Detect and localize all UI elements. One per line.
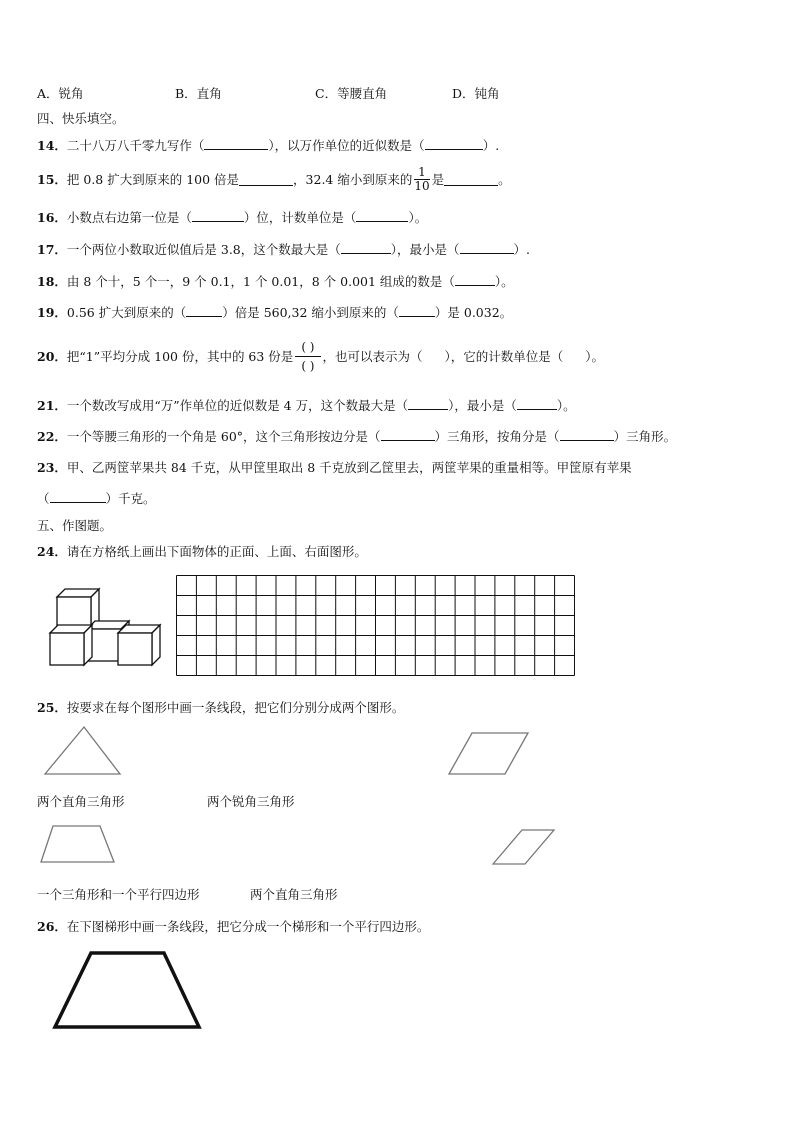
rhombus-shape[interactable] bbox=[448, 731, 530, 779]
answer-blank[interactable] bbox=[444, 173, 498, 186]
label-two-right-triangles: 两个直角三角形 bbox=[37, 794, 125, 809]
question-20: 20． 把“1”平均分成 100 份，其中的 63 份是 $\frac{( )}{( )}$ ，也可以表示为（ ），它的计数单位是（ ）。 bbox=[37, 339, 605, 373]
answer-blank[interactable] bbox=[408, 397, 448, 410]
option-d[interactable]: D．钝角 bbox=[452, 86, 500, 101]
answer-blank[interactable] bbox=[50, 490, 106, 503]
question-19: 19．0.56 扩大到原来的（ ）倍是 560,32 缩小到原来的（ ）是 0.032。 bbox=[37, 305, 513, 320]
question-24: 24．请在方格纸上画出下面物体的正面、上面、右面图形。 bbox=[37, 544, 367, 559]
label-two-right-triangles-2: 两个直角三角形 bbox=[250, 887, 338, 902]
answer-blank[interactable] bbox=[239, 173, 293, 186]
option-a[interactable]: A．锐角 bbox=[37, 86, 84, 101]
question-21: 21．一个数改写成用“万”作单位的近似数是 4 万，这个数最大是（ ），最小是（ ）。 bbox=[37, 398, 576, 413]
option-b[interactable]: B．直角 bbox=[175, 86, 222, 101]
answer-blank[interactable] bbox=[341, 241, 391, 254]
label-triangle-and-parallelogram: 一个三角形和一个平行四边形 bbox=[37, 887, 200, 902]
fraction-blank[interactable]: $\frac{( )}{( )}$ bbox=[295, 338, 320, 375]
question-23: 23．甲、乙两筐苹果共 84 千克，从甲筐里取出 8 千克放到乙筐里去，两筐苹果的重量相等。甲筐原有苹果 bbox=[37, 460, 632, 475]
grid-paper[interactable] bbox=[176, 575, 576, 677]
question-18: 18．由 8 个十，5 个一，9 个 0.1，1 个 0.01，8 个 0.001 组成的数是（ ）。 bbox=[37, 274, 514, 289]
large-trapezoid-shape[interactable] bbox=[53, 950, 203, 1030]
question-15: 15． 把 0.8 扩大到原来的 100 倍是 ，32.4 缩小到原来的 $\frac{1}{10}$ 是 。 bbox=[37, 164, 511, 193]
question-22: 22．一个等腰三角形的一个角是 60°，这个三角形按边分是（ ）三角形，按角分是（ ）三角形。 bbox=[37, 429, 677, 444]
answer-blank[interactable] bbox=[356, 209, 408, 222]
answer-blank[interactable] bbox=[192, 209, 244, 222]
question-25: 25．按要求在每个图形中画一条线段，把它们分别分成两个图形。 bbox=[37, 700, 405, 715]
answer-blank[interactable] bbox=[460, 241, 514, 254]
label-two-acute-triangles: 两个锐角三角形 bbox=[207, 794, 295, 809]
question-16: 16．小数点右边第一位是（ ）位，计数单位是（ ）。 bbox=[37, 210, 428, 225]
answer-blank[interactable] bbox=[455, 273, 495, 286]
fraction: $\frac{1}{10}$ bbox=[414, 164, 430, 193]
answer-blank[interactable] bbox=[425, 137, 483, 150]
question-17: 17．一个两位小数取近似值后是 3.8，这个数最大是（ ），最小是（ ）. bbox=[37, 242, 531, 257]
trapezoid-shape[interactable] bbox=[40, 824, 116, 864]
answer-blank[interactable] bbox=[560, 428, 614, 441]
triangle-shape[interactable] bbox=[44, 726, 124, 776]
answer-blank[interactable] bbox=[517, 397, 557, 410]
answer-blank[interactable] bbox=[399, 304, 435, 317]
answer-blank[interactable] bbox=[381, 428, 435, 441]
cube-stack-figure bbox=[44, 586, 174, 676]
parallelogram-shape[interactable] bbox=[492, 828, 556, 866]
section-4-title: 四、快乐填空。 bbox=[37, 111, 125, 126]
answer-blank[interactable] bbox=[186, 304, 222, 317]
answer-blank[interactable] bbox=[204, 137, 268, 150]
question-26: 26．在下图梯形中画一条线段，把它分成一个梯形和一个平行四边形。 bbox=[37, 919, 430, 934]
section-5-title: 五、作图题。 bbox=[37, 518, 113, 533]
question-14: 14．二十八万八千零九写作（ ），以万作单位的近似数是（ ）. bbox=[37, 138, 500, 153]
option-c[interactable]: C．等腰直角 bbox=[315, 86, 388, 101]
question-23-cont: （ ）千克。 bbox=[37, 491, 156, 506]
